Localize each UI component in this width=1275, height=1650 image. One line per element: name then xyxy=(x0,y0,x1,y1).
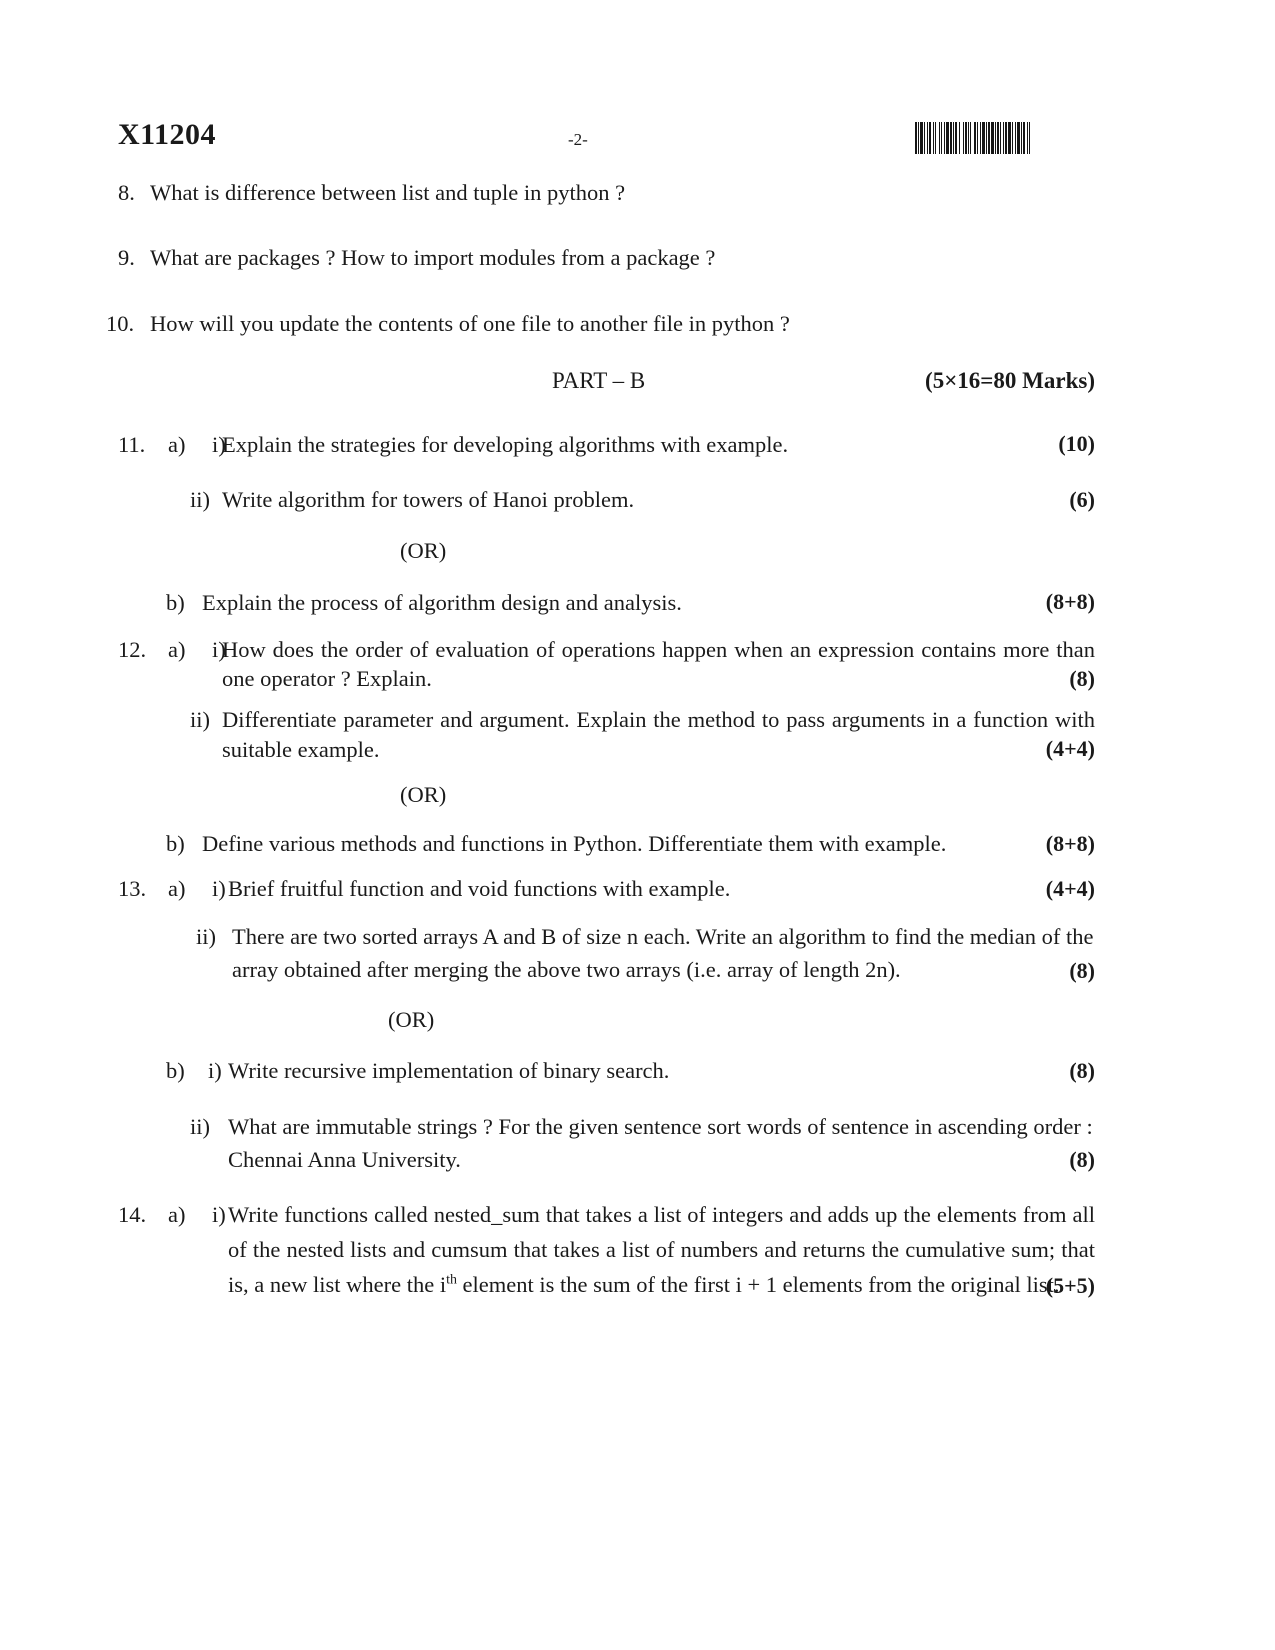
question-11b xyxy=(0,588,1275,617)
question-12a-part: a) xyxy=(168,636,186,662)
question-11a-i-marks: (10) xyxy=(1058,431,1095,457)
question-12-number: 12. xyxy=(118,636,147,662)
question-14a-i-roman: i) xyxy=(212,1202,226,1228)
question-12b-part: b) xyxy=(166,831,185,856)
or-label-13: (OR) xyxy=(388,1007,435,1032)
question-11a-part: a) xyxy=(168,431,186,457)
part-b-title: PART – B xyxy=(552,367,646,393)
question-14a-part: a) xyxy=(168,1202,186,1228)
question-14a-i-marks: (5+5) xyxy=(1045,1272,1095,1298)
question-13b-i-marks: (8) xyxy=(1069,1057,1095,1083)
question-13b-ii-roman: ii) xyxy=(190,1113,210,1139)
or-separator-12 xyxy=(0,780,1275,809)
question-12a-ii-marks: (4+4) xyxy=(1045,736,1095,762)
question-12b xyxy=(0,829,1275,858)
question-10-text: How will you update the contents of one file to another file in python ? xyxy=(150,310,790,336)
question-13b-i-roman: i) xyxy=(208,1058,222,1084)
question-11a-ii-roman: ii) xyxy=(190,487,210,512)
question-12a-i xyxy=(0,635,1275,694)
question-11a-ii-marks: (6) xyxy=(1069,486,1095,512)
page-content xyxy=(0,178,1275,1303)
question-8-number: 8. xyxy=(118,180,135,205)
question-9-number: 9. xyxy=(118,245,135,271)
question-11b-part: b) xyxy=(166,589,185,615)
or-separator-11 xyxy=(0,536,1275,565)
question-13a-ii xyxy=(0,920,1275,988)
question-12a-ii-text: Differentiate parameter and argument. Explain the method to pass arguments in a function with suitable example. xyxy=(222,707,1095,762)
question-14a-i-superscript: th xyxy=(446,1272,457,1288)
question-14-number: 14. xyxy=(118,1202,147,1228)
question-11a-ii-text: Write algorithm for towers of Hanoi problem. xyxy=(222,487,635,512)
question-13b-ii xyxy=(0,1110,1275,1177)
or-label-11: (OR) xyxy=(400,538,447,564)
barcode xyxy=(915,122,1100,154)
question-13a-ii-marks: (8) xyxy=(1069,958,1095,983)
question-13a-ii-roman: ii) xyxy=(196,923,216,949)
question-13a-ii-text: There are two sorted arrays A and B of size n each. Write an algorithm to find the median of the array obtained after merging the above two arrays (i.e. array of length 2n). xyxy=(232,923,1094,983)
question-9 xyxy=(0,243,1275,272)
question-13a-i-marks: (4+4) xyxy=(1045,875,1095,901)
question-11b-marks: (8+8) xyxy=(1045,589,1095,615)
question-13a-i-text: Brief fruitful function and void functions with example. xyxy=(228,876,731,902)
question-14a-i-text-after: element is the sum of the first i + 1 elements from the original list. xyxy=(456,1271,1060,1297)
page-header xyxy=(0,112,1275,164)
question-13-number: 13. xyxy=(118,876,147,902)
question-13b-part: b) xyxy=(166,1058,185,1084)
question-9-text: What are packages ? How to import modules from a package ? xyxy=(150,245,716,271)
question-13b-ii-text: What are immutable strings ? For the given sentence sort words of sentence in ascending order : Chennai Anna University. xyxy=(228,1113,1093,1172)
question-14a-i-text-before: Write functions called nested_sum that takes a list of integers and adds up the elements from all of the nested lists and cumsum that takes a list of numbers and returns the cumulative sum; that is, a new list where the i xyxy=(228,1202,1095,1297)
paper-code: X11204 xyxy=(118,118,217,151)
question-14a-i xyxy=(0,1198,1275,1303)
question-14a-i-text xyxy=(228,1198,1095,1303)
question-11a-i xyxy=(0,430,1275,459)
part-b-marks: (5×16=80 Marks) xyxy=(925,367,1095,393)
page-number: -2- xyxy=(568,130,588,149)
or-separator-13 xyxy=(0,1005,1275,1034)
question-10 xyxy=(0,309,1275,338)
question-11a-i-roman: i) xyxy=(212,431,226,457)
part-b-heading xyxy=(0,368,1275,402)
question-11a-ii xyxy=(0,485,1275,514)
question-11b-text: Explain the process of algorithm design and analysis. xyxy=(202,589,682,615)
question-12a-i-roman: i) xyxy=(212,636,226,662)
question-12b-marks: (8+8) xyxy=(1045,830,1095,856)
question-11a-i-text: Explain the strategies for developing algorithms with example. xyxy=(222,431,789,457)
question-8 xyxy=(0,178,1275,207)
question-13b-ii-marks: (8) xyxy=(1069,1146,1095,1172)
question-13a-part: a) xyxy=(168,876,186,902)
question-11-number: 11. xyxy=(118,431,146,457)
question-12a-ii xyxy=(0,705,1275,764)
question-12a-i-marks: (8) xyxy=(1069,665,1095,691)
question-13a-i xyxy=(0,874,1275,903)
question-13b-i xyxy=(0,1056,1275,1085)
question-13a-i-roman: i) xyxy=(212,876,226,902)
question-12b-text: Define various methods and functions in Python. Differentiate them with example. xyxy=(202,831,947,856)
or-label-12: (OR) xyxy=(400,781,447,807)
question-13b-i-text: Write recursive implementation of binary search. xyxy=(228,1058,670,1084)
question-12a-i-text: How does the order of evaluation of operations happen when an expression contains more than one operator ? Explain. xyxy=(222,636,1095,691)
question-12a-ii-roman: ii) xyxy=(190,707,210,733)
question-8-text: What is difference between list and tuple in python ? xyxy=(150,180,626,205)
question-10-number: 10. xyxy=(106,310,135,336)
